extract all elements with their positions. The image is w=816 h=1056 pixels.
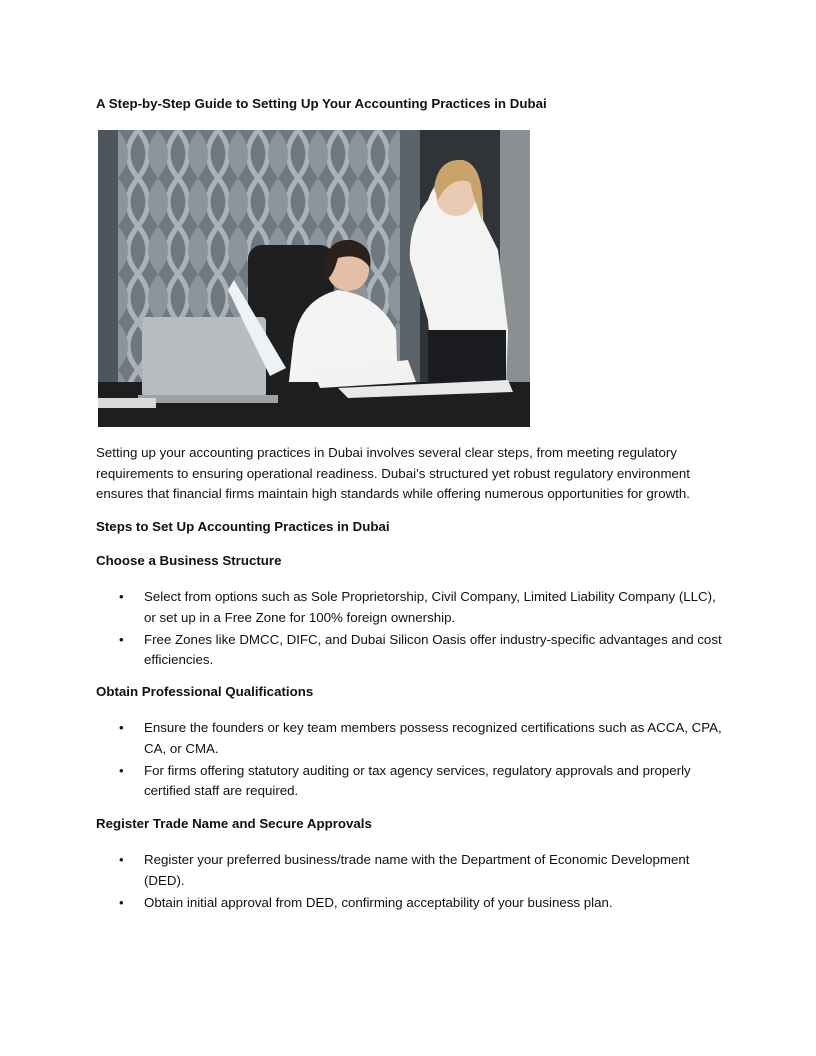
office-photo (98, 130, 530, 427)
bullet-icon: • (119, 852, 124, 867)
bullet-icon: • (119, 762, 124, 778)
document-title: A Step-by-Step Guide to Setting Up Your Accounting Practices in Dubai (96, 96, 547, 111)
list-item (96, 587, 728, 628)
list-item-text: Free Zones like DMCC, DIFC, and Dubai Silicon Oasis offer industry-specific advantages and cost efficiencies. (144, 631, 722, 667)
steps-heading: Steps to Set Up Accounting Practices in Dubai (96, 519, 390, 534)
section-heading: Register Trade Name and Secure Approvals (96, 816, 372, 831)
list-item (96, 850, 728, 891)
bullet-list (96, 587, 728, 672)
bullet-icon: • (119, 720, 124, 735)
bullet-list (96, 850, 728, 915)
bullet-icon: • (119, 894, 124, 910)
list-item-text: For firms offering statutory auditing or tax agency services, regulatory approvals and properly certified staff are required. (144, 762, 691, 798)
list-item-text: Ensure the founders or key team members possess recognized certifications such as ACCA, CPA, CA, or CMA. (144, 720, 722, 756)
section-heading: Obtain Professional Qualifications (96, 684, 314, 699)
list-item-text: Register your preferred business/trade name with the Department of Economic Development (DED). (144, 852, 690, 888)
list-item (96, 718, 728, 759)
bullet-icon: • (119, 631, 124, 647)
bullet-icon: • (119, 589, 124, 604)
intro-paragraph: Setting up your accounting practices in Dubai involves several clear steps, from meeting regulatory requirements to ensuring operational readiness. Dubai’s structured yet robust regulatory environment ensures that financial firms maintain high standards while offering numerous opportunities for growth. (96, 445, 691, 501)
section-heading: Choose a Business Structure (96, 553, 282, 568)
list-item-text: Obtain initial approval from DED, confirming acceptability of your business plan. (144, 894, 613, 910)
list-item (96, 893, 728, 914)
list-item-text: Select from options such as Sole Proprietorship, Civil Company, Limited Liability Company (LLC), or set up in a Free Zone for 100% foreign ownership. (144, 589, 716, 625)
list-item (96, 630, 728, 671)
bullet-list (96, 718, 728, 803)
list-item (96, 761, 728, 802)
